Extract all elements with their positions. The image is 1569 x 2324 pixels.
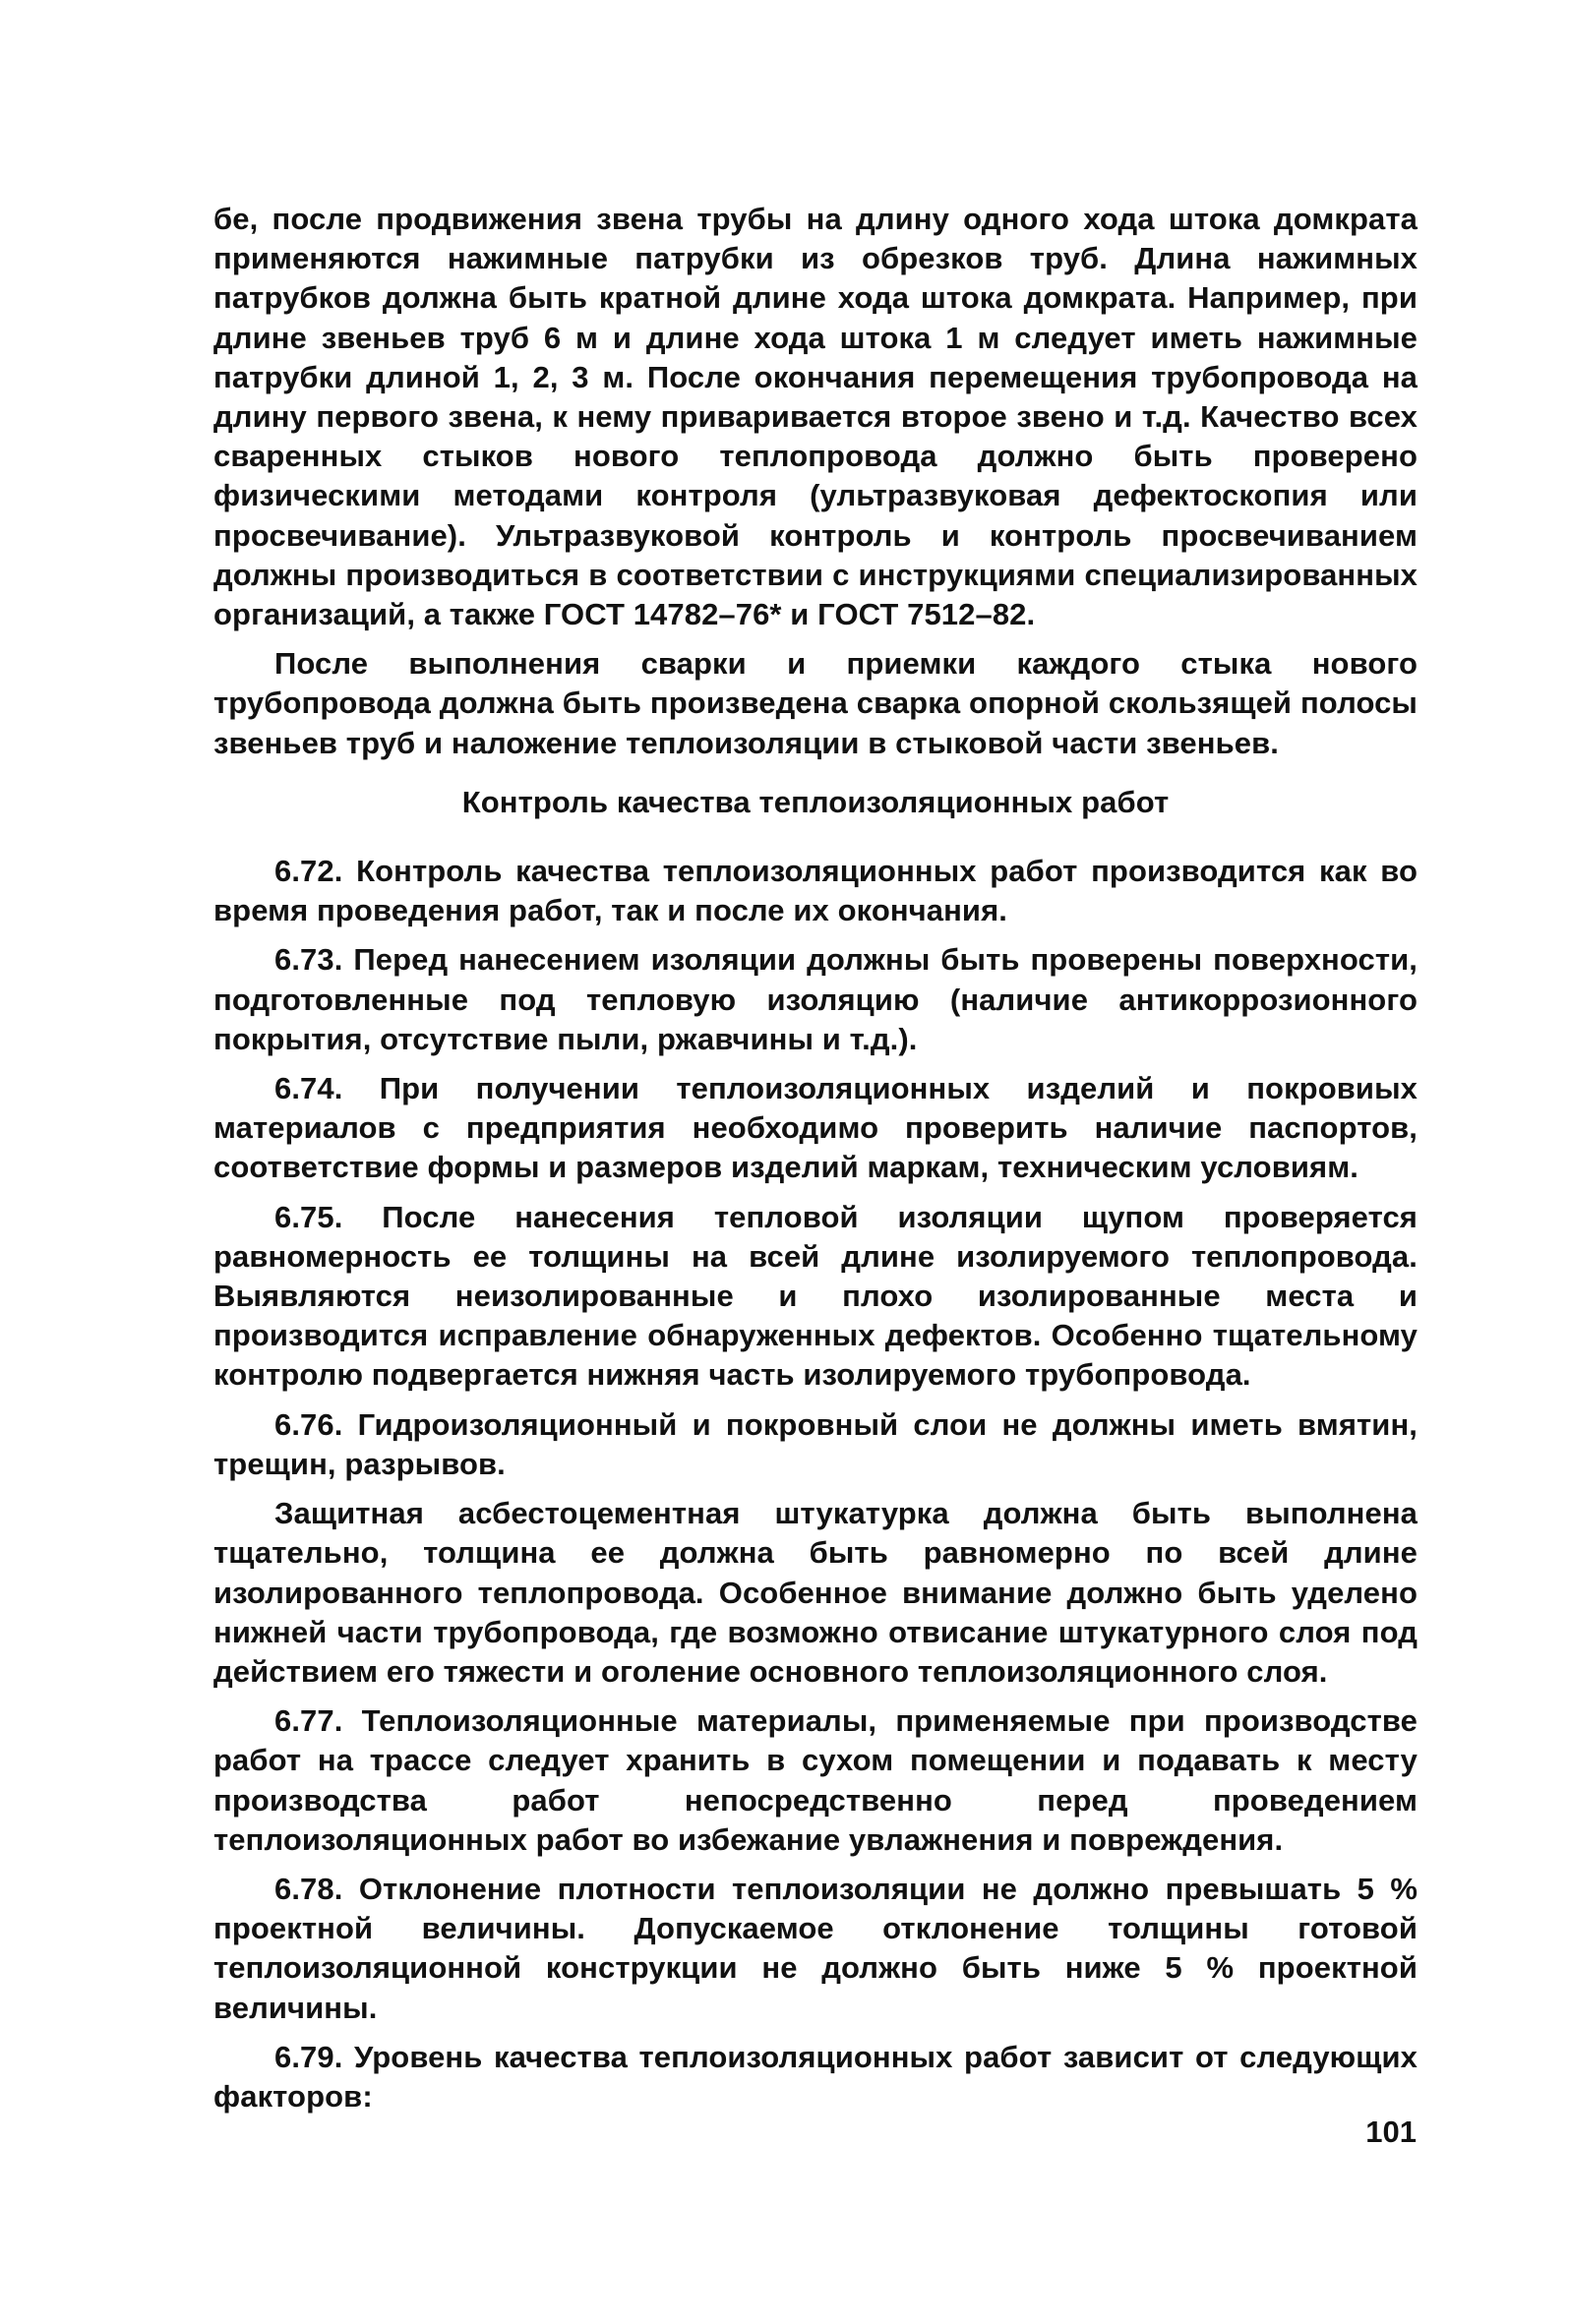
item-6-78 bbox=[213, 1870, 1418, 2028]
paragraph-welding: После выполнения сварки и приемки каждого стыка нового трубопровода должна быть произведена сварка опорной скользящей полосы звеньев труб и наложение теплоизоляции в стыковой части звеньев. bbox=[213, 646, 1418, 760]
item-6-74 bbox=[213, 1069, 1418, 1188]
item-6-76 bbox=[213, 1405, 1418, 1484]
item-text: Отклонение плотности теплоизоляции не должно превышать 5 % проектной величины. Допускаемое отклонение толщины готовой теплоизоляционной конструкции не должно быть ниже 5 % проектной величины. bbox=[213, 1871, 1418, 2025]
item-text: При получении теплоизоляционных изделий и покровиых материалов с предприятия необходимо проверить наличие паспортов, соответствие формы и размеров изделий маркам, техническим условиям. bbox=[213, 1071, 1418, 1185]
item-6-79 bbox=[213, 2038, 1418, 2116]
item-text: Контроль качества теплоизоляционных работ производится как во время проведения работ, так и после их окончания. bbox=[213, 854, 1418, 928]
item-number: 6.77. bbox=[274, 1703, 343, 1739]
item-6-72 bbox=[213, 852, 1418, 930]
page-number: 101 bbox=[1365, 2115, 1417, 2149]
item-text: Теплоизоляционные материалы, применяемые при производстве работ на трассе следует хранить в сухом помещении и подавать к месту производства работ непосредственно перед проведением теплоизоляционных работ во избежание увлажнения и повреждения. bbox=[213, 1703, 1418, 1857]
section-heading: Контроль качества теплоизоляционных работ bbox=[461, 784, 1170, 819]
paragraph-plaster bbox=[213, 1494, 1418, 1692]
page-body bbox=[213, 200, 1418, 2126]
item-text: После нанесения тепловой изоляции щупом проверяется равномерность ее толщины на всей длине изолируемого теплопровода. Выявляются неизолированные и плохо изолированные места и производится исправление обнаруженных дефектов. Особенно тщательному контролю подвергается нижняя часть изолируемого трубопровода. bbox=[213, 1199, 1418, 1393]
item-number: 6.76. bbox=[274, 1406, 343, 1442]
item-number: 6.79. bbox=[274, 2039, 343, 2074]
item-text: Защитная асбестоцементная штукатурка должна быть выполнена тщательно, толщина ее должна быть равномерно по всей длине изолированного теплопровода. Особенное внимание должно быть уделено нижней части трубопровода, где возможно отвисание штукатурного слоя под действием его тяжести и оголение основного теплоизоляционного слоя. bbox=[213, 1496, 1418, 1689]
item-6-77 bbox=[213, 1701, 1418, 1860]
item-number: 6.78. bbox=[274, 1871, 343, 1906]
item-text: Гидроизоляционный и покровный слои не должны иметь вмятин, трещин, разрывов. bbox=[213, 1406, 1418, 1481]
item-text: Перед нанесением изоляции должны быть проверены поверхности, подготовленные под тепловую изоляцию (наличие антикоррозионного покрытия, отсутствие пыли, ржавчины и т.д.). bbox=[213, 942, 1418, 1056]
item-number: 6.75. bbox=[274, 1199, 343, 1234]
item-6-73 bbox=[213, 940, 1418, 1059]
item-number: 6.72. bbox=[274, 854, 343, 889]
paragraph-continuation: бе, после продвижения звена трубы на длину одного хода штока домкрата применяются нажимные патрубки из обрезков труб. Длина нажимных патрубков должна быть кратной длине хода штока домкрата. Например, при длине звеньев труб 6 м и длине хода штока 1 м следует иметь нажимные патрубки длиной 1, 2, 3 м. После окончания перемещения трубопровода на длину первого звена, к нему приваривается второе звено и т.д. Качество всех сваренных стыков нового теплопровода должно быть проверено физическими методами контроля (ультразвуковая дефектоскопия или просвечивание). Ультразвуковой контроль и контроль просвечиванием должны производиться в соответствии с инструкциями специализированных организаций, а также ГОСТ 14782–76* и ГОСТ 7512–82. bbox=[213, 202, 1418, 632]
item-text: Уровень качества теплоизоляционных работ зависит от следующих факторов: bbox=[213, 2039, 1418, 2114]
item-number: 6.73. bbox=[274, 942, 343, 978]
item-6-75 bbox=[213, 1198, 1418, 1396]
item-number: 6.74. bbox=[274, 1071, 343, 1106]
